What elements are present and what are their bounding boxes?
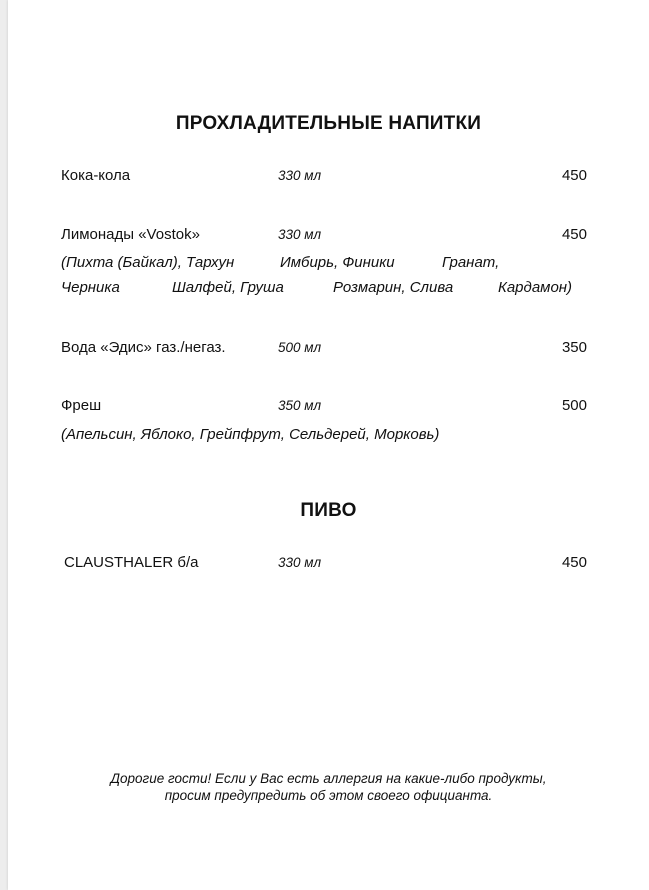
- item-name: Фреш: [61, 397, 102, 414]
- menu-page: [8, 0, 649, 890]
- item-name: Кока-кола: [61, 167, 131, 184]
- allergy-note-line-1: Дорогие гости! Если у Вас есть аллергия на какие-либо продукты,: [110, 771, 547, 786]
- item-volume: 330 мл: [278, 555, 322, 570]
- item-price: 350: [561, 339, 587, 356]
- item-volume: 500 мл: [278, 340, 322, 355]
- flavor-option: Имбирь, Финики: [280, 254, 395, 271]
- flavor-option: Гранат,: [442, 254, 500, 271]
- flavor-option: Шалфей, Груша: [172, 279, 284, 296]
- item-volume: 330 мл: [278, 168, 322, 183]
- item-volume: 330 мл: [278, 227, 322, 242]
- item-price: 450: [561, 554, 587, 571]
- flavor-option: Кардамон): [498, 279, 573, 296]
- section-title-soft-drinks: ПРОХЛАДИТЕЛЬНЫЕ НАПИТКИ: [175, 113, 482, 134]
- flavor-option: (Пихта (Байкал), Тархун: [61, 254, 235, 271]
- section-title-beer: ПИВО: [300, 500, 357, 521]
- flavor-option: Розмарин, Слива: [333, 279, 454, 296]
- item-name: CLAUSTHALER б/а: [64, 554, 199, 571]
- allergy-note-line-2: просим предупредить об этом своего официанта.: [164, 788, 493, 803]
- item-price: 450: [561, 226, 587, 243]
- item-price: 450: [561, 167, 587, 184]
- fresh-options: (Апельсин, Яблоко, Грейпфрут, Сельдерей, Морковь): [61, 426, 440, 443]
- flavor-option: Черника: [61, 279, 120, 296]
- item-price: 500: [561, 397, 587, 414]
- item-name: Лимонады «Vostok»: [61, 226, 200, 243]
- item-name: Вода «Эдис» газ./негаз.: [61, 339, 226, 356]
- item-volume: 350 мл: [278, 398, 322, 413]
